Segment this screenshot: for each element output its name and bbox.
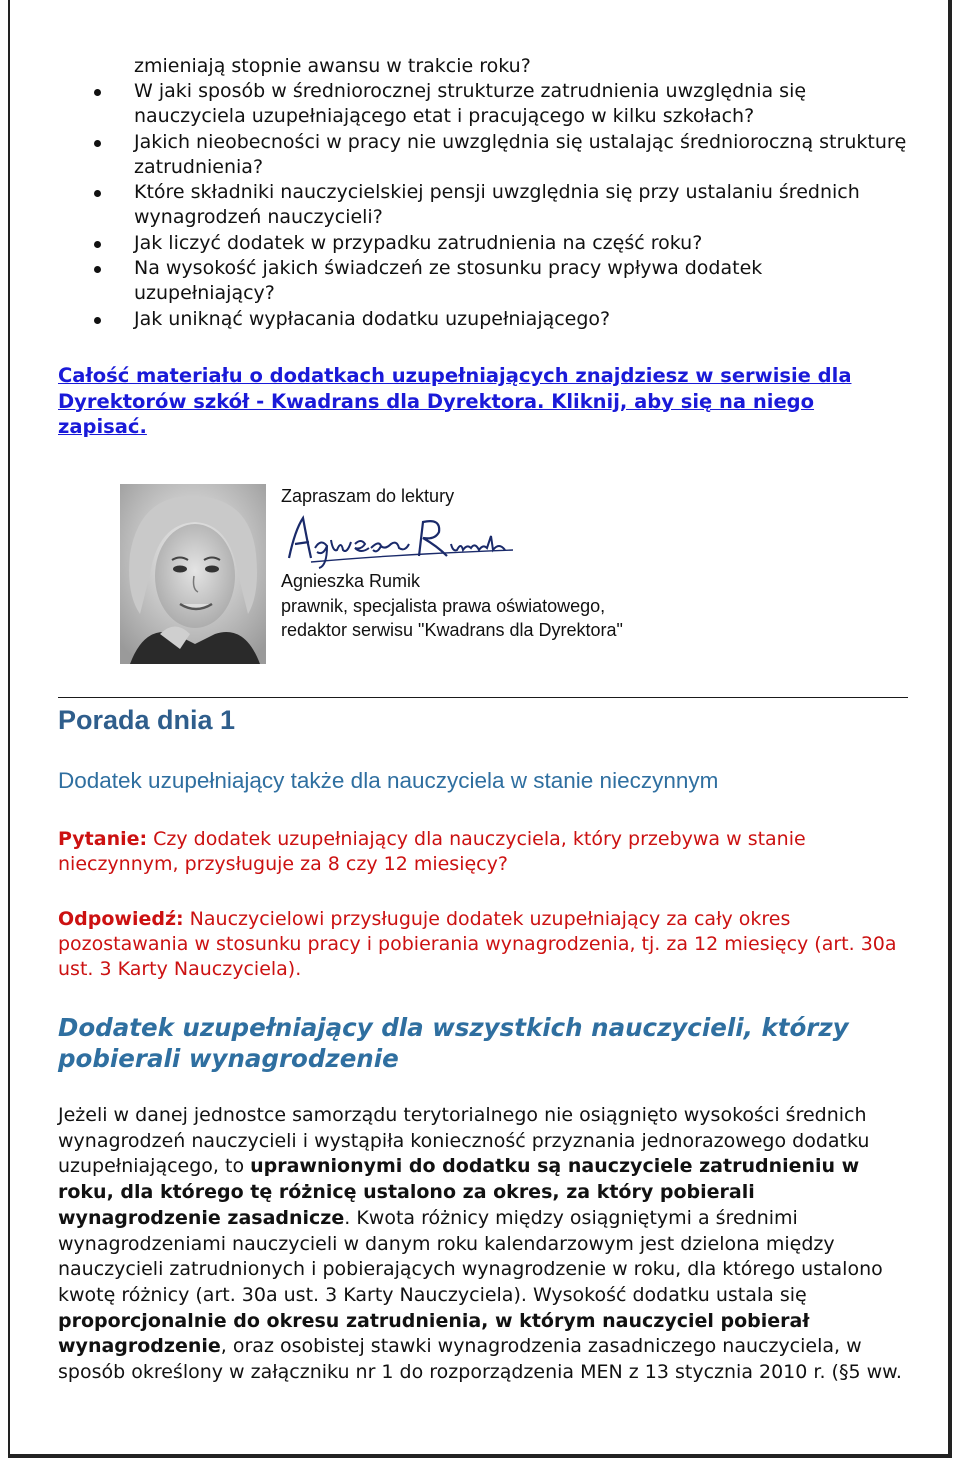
author-photo xyxy=(120,484,266,664)
body-text: . Kwota różnicy między osiągniętymi a średnimi wynagrodzeniami nauczycieli w danym roku kalendarzowym jest dzielona między nauczycieli zatrudnionych i pobierających wynagrodzenie w roku, dla którego ustalono kwotę różnicy (art. 30a ust. 3 Karty Nauczyciela). Wysokość dodatku ustala się xyxy=(58,1206,883,1306)
body-text: , oraz osobistej stawki wynagrodzenia zasadniczego nauczyciela, w sposób określony w załączniku nr 1 do rozporządzenia MEN z 13 stycznia 2010 r. (§5 ww. xyxy=(58,1335,902,1384)
section-heading: Dodatek uzupełniający dla wszystkich nauczycieli, którzy pobierali wynagrodzenie xyxy=(58,1013,849,1073)
answer-block xyxy=(58,907,908,982)
bullet-dot-icon xyxy=(94,317,101,324)
list-item xyxy=(58,307,908,332)
author-photo-image xyxy=(120,484,266,664)
tip-subtitle: Dodatek uzupełniający także dla nauczyciela w stanie nieczynnym xyxy=(58,768,719,793)
list-item xyxy=(58,130,908,181)
list-item-text: Jakich nieobecności w pracy nie uwzględnia się ustalając średnioroczną strukturę zatrudnienia? xyxy=(134,130,907,178)
list-item xyxy=(58,256,908,307)
question-list xyxy=(58,79,908,332)
list-item-text: Jak uniknąć wypłacania dodatku uzupełniającego? xyxy=(134,307,611,330)
bullet-dot-icon xyxy=(94,266,101,273)
answer-text: Nauczycielowi przysługuje dodatek uzupełniający za cały okres pozostawania w stosunku pracy i pobierania wynagrodzenia, tj. za 12 miesięcy (art. 30a ust. 3 Karty Nauczyciela). xyxy=(58,908,897,980)
bullet-dot-icon xyxy=(94,89,101,96)
author-name: Agnieszka Rumik xyxy=(281,571,421,591)
section-divider xyxy=(58,697,908,698)
question-label: Pytanie: xyxy=(58,828,148,850)
bullet-dot-icon xyxy=(94,190,101,197)
question-block xyxy=(58,827,908,877)
list-item-text: W jaki sposób w średniorocznej strukturze zatrudnienia uwzględnia się nauczyciela uzupełniającego etat i pracującego w kilku szkołach? xyxy=(134,80,807,128)
question-text: Czy dodatek uzupełniający dla nauczyciela, który przebywa w stanie nieczynnym, przysługuje za 8 czy 12 miesięcy? xyxy=(58,828,806,875)
bullet-dot-icon xyxy=(94,140,101,147)
list-item xyxy=(58,180,908,231)
signature-image xyxy=(281,510,521,570)
answer-label: Odpowiedź: xyxy=(58,908,184,930)
subscribe-link[interactable]: Całość materiału o dodatkach uzupełniających znajdziesz w serwisie dla Dyrektorów szkół - Kwadrans dla Dyrektora. Kliknij, aby się na niego zapisać. xyxy=(58,364,852,438)
body-bold-text: proporcjonalnie do okresu zatrudnienia, w którym nauczyciel pobierał wynagrodzenie xyxy=(58,1309,810,1358)
author-role: prawnik, specjalista prawa oświatowego, xyxy=(281,595,606,616)
tip-title: Porada dnia 1 xyxy=(58,705,236,735)
body-text: Jeżeli w danej jednostce samorządu terytorialnego nie osiągnięto wysokości średnich wynagrodzeń nauczycieli i wystąpiła konieczność przyznania jednorazowego dodatku uzupełniającego, to xyxy=(58,1104,870,1178)
author-position: redaktor serwisu "Kwadrans dla Dyrektora" xyxy=(281,620,623,640)
question-continuation: zmieniają stopnie awansu w trakcie roku? xyxy=(134,55,531,77)
invite-text: Zapraszam do lektury xyxy=(281,486,455,506)
bullet-dot-icon xyxy=(94,241,101,248)
list-item-text: Które składniki nauczycielskiej pensji uwzględnia się przy ustalaniu średnich wynagrodzeń nauczycieli? xyxy=(134,181,860,229)
body-bold-text: uprawnionymi do dodatku są nauczyciele zatrudnieniu w roku, dla którego tę różnicę ustalono za okres, za który pobierali wynagrodzenie zasadnicze xyxy=(58,1155,860,1229)
list-item xyxy=(58,79,908,130)
list-item-text: Na wysokość jakich świadczeń ze stosunku pracy wpływa dodatek uzupełniający? xyxy=(134,257,763,305)
author-info xyxy=(281,569,623,643)
list-item-text: Jak liczyć dodatek w przypadku zatrudnienia na część roku? xyxy=(134,231,703,254)
list-item xyxy=(58,231,908,256)
body-paragraph xyxy=(58,1103,908,1386)
